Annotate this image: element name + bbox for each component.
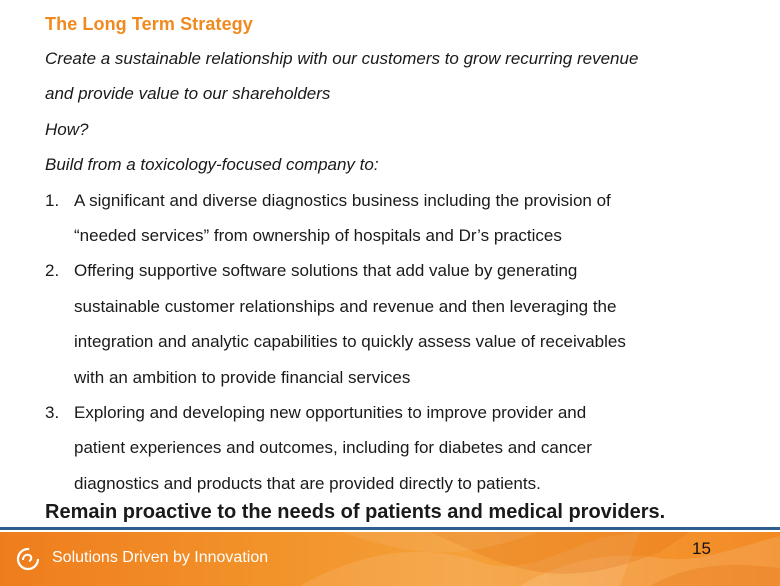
list-item [45, 253, 745, 395]
list-item-line: with an ambition to provide financial services [74, 367, 411, 387]
list-item-line: “needed services” from ownership of hospitals and Dr’s practices [74, 226, 562, 246]
list-item [45, 395, 745, 501]
footer-banner [0, 532, 780, 586]
slide-title: The Long Term Strategy [45, 14, 253, 34]
intro-line: Build from a toxicology-focused company to: [45, 155, 379, 175]
list-item-number: 2. [45, 261, 60, 281]
footer-tagline: Solutions Driven by Innovation [52, 549, 269, 566]
list-item-line: Exploring and developing new opportunities to improve provider and [74, 403, 587, 423]
slide-body [45, 41, 745, 501]
list-item-line: diagnostics and products that are provided directly to patients. [74, 473, 541, 493]
list-item-line: integration and analytic capabilities to quickly assess value of receivables [74, 332, 626, 352]
swirl-logo-icon [16, 547, 40, 571]
intro-line: How? [45, 119, 89, 139]
intro-line: Create a sustainable relationship with our customers to grow recurring revenue [45, 49, 639, 68]
page-number: 15 [692, 539, 711, 558]
list-item [45, 183, 745, 254]
list-item-line: Offering supportive software solutions that add value by generating [74, 261, 578, 281]
list-item-line: sustainable customer relationships and revenue and then leveraging the [74, 296, 617, 316]
list-item-line: patient experiences and outcomes, including for diabetes and cancer [74, 438, 592, 458]
list-item-number: 3. [45, 403, 60, 423]
list-item-line: A significant and diverse diagnostics business including the provision of [74, 190, 611, 210]
closing-statement: Remain proactive to the needs of patients and medical providers. [45, 501, 666, 523]
list-item-number: 1. [45, 190, 60, 210]
intro-line: and provide value to our shareholders [45, 84, 331, 104]
